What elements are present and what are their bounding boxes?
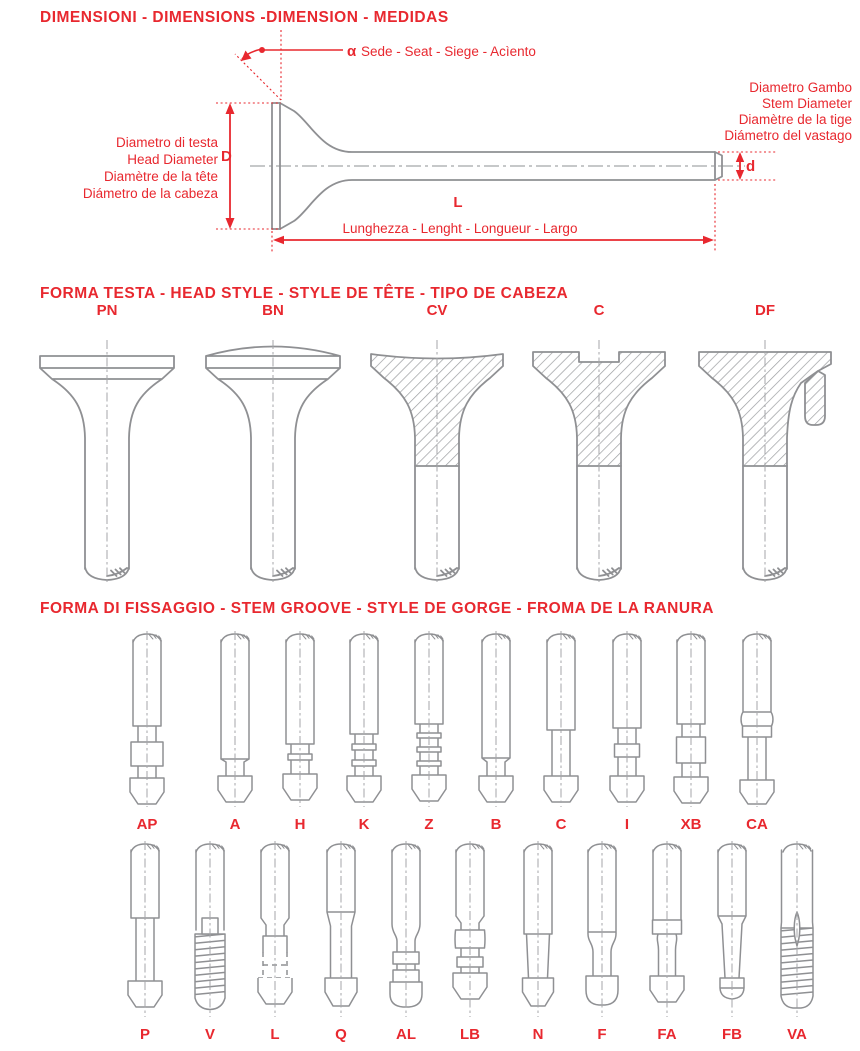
- head-style-figure-c: [519, 302, 679, 589]
- stem-groove-figure-i: [599, 630, 655, 833]
- head-style-label: C: [593, 302, 605, 319]
- valve-head-drawing: [193, 326, 353, 584]
- valve-stem-drawing: [207, 630, 263, 808]
- stem-groove-label: LB: [460, 1026, 480, 1043]
- valve-stem-drawing: [247, 840, 303, 1018]
- stem-groove-figure-al: [378, 840, 434, 1043]
- valve-stem-drawing: [533, 630, 589, 808]
- svg-text:Diamètre de la tige: Diamètre de la tige: [738, 112, 852, 127]
- head-style-figure-cv: [357, 302, 517, 589]
- svg-text:Diámetro de la cabeza: Diámetro de la cabeza: [82, 186, 218, 201]
- stem-groove-figure-z: [401, 630, 457, 833]
- stem-groove-label: A: [229, 816, 241, 833]
- valve-stem-drawing: [769, 840, 825, 1018]
- stem-groove-figure-v: [182, 840, 238, 1043]
- valve-stem-drawing: [468, 630, 524, 808]
- stem-groove-label: H: [294, 816, 306, 833]
- head-style-figure-pn: [27, 302, 187, 589]
- stem-groove-figure-xb: [663, 630, 719, 833]
- stem-groove-section-title: FORMA DI FISSAGGIO - STEM GROOVE - STYLE DE GORGE - FROMA DE LA RANURA: [40, 600, 714, 617]
- valve-stem-drawing: [729, 630, 785, 808]
- head-style-label: CV: [426, 302, 448, 319]
- stem-groove-figure-a: [207, 630, 263, 833]
- head-diameter-label: [83, 135, 232, 201]
- stem-groove-label: B: [490, 816, 502, 833]
- seat-label: Sede - Seat - Siege - Acìento: [361, 44, 536, 59]
- stem-groove-figure-va: [769, 840, 825, 1043]
- svg-text:Head Diameter: Head Diameter: [127, 152, 218, 167]
- stem-groove-label: AP: [136, 816, 158, 833]
- stem-groove-label: L: [270, 1026, 280, 1043]
- valve-stem-drawing: [313, 840, 369, 1018]
- stem-groove-figure-fb: [704, 840, 760, 1043]
- valve-stem-drawing: [510, 840, 566, 1018]
- valve-head-drawing: [519, 326, 679, 584]
- arrowheads: [226, 47, 745, 244]
- svg-text:Diametro di testa: Diametro di testa: [115, 135, 218, 150]
- valve-stem-drawing: [117, 840, 173, 1018]
- stem-groove-figure-q: [313, 840, 369, 1043]
- stem-groove-figure-n: [510, 840, 566, 1043]
- stem-groove-label: FA: [657, 1026, 677, 1043]
- stem-groove-figure-lb: [442, 840, 498, 1043]
- valve-stem-drawing: [639, 840, 695, 1018]
- stem-groove-figure-ca: [729, 630, 785, 833]
- svg-text:Diamètre de la tête: Diamètre de la tête: [103, 169, 218, 184]
- valve-head-drawing: [685, 326, 845, 584]
- head-diameter-symbol: D: [221, 148, 232, 165]
- head-style-label: BN: [262, 302, 284, 319]
- stem-groove-figure-b: [468, 630, 524, 833]
- valve-stem-drawing: [401, 630, 457, 808]
- stem-groove-figure-p: [117, 840, 173, 1043]
- dimension-lines: [216, 30, 776, 252]
- stem-groove-label: K: [358, 816, 370, 833]
- stem-groove-label: V: [204, 1026, 215, 1043]
- stem-groove-label: C: [555, 816, 567, 833]
- stem-groove-label: FB: [722, 1026, 742, 1043]
- svg-text:Diametro Gambo: Diametro Gambo: [749, 80, 852, 95]
- stem-groove-label: P: [139, 1026, 150, 1043]
- head-style-label: DF: [755, 302, 775, 319]
- valve-stem-drawing: [704, 840, 760, 1018]
- stem-groove-figure-c: [533, 630, 589, 833]
- head-style-label: PN: [96, 302, 118, 319]
- valve-stem-drawing: [574, 840, 630, 1018]
- valve-head-drawing: [27, 326, 187, 584]
- valve-stem-drawing: [119, 630, 175, 808]
- stem-groove-figure-fa: [639, 840, 695, 1043]
- svg-text:Stem Diameter: Stem Diameter: [761, 96, 852, 111]
- valve-stem-drawing: [272, 630, 328, 808]
- seat-angle-symbol: α: [347, 43, 357, 60]
- valve-dimensions-diagram: [0, 28, 860, 270]
- stem-groove-label: F: [597, 1026, 607, 1043]
- stem-diameter-symbol: d: [746, 158, 756, 175]
- head-style-figure-bn: [193, 302, 353, 589]
- stem-groove-label: Q: [335, 1026, 347, 1043]
- stem-groove-figure-k: [336, 630, 392, 833]
- stem-groove-label: I: [624, 816, 630, 833]
- valve-stem-drawing: [182, 840, 238, 1018]
- stem-groove-figure-h: [272, 630, 328, 833]
- stem-groove-label: CA: [746, 816, 768, 833]
- valve-stem-drawing: [663, 630, 719, 808]
- head-style-figure-df: [685, 302, 845, 589]
- stem-groove-figure-f: [574, 840, 630, 1043]
- svg-text:Diámetro del vastago: Diámetro del vastago: [724, 128, 852, 143]
- stem-groove-label: XB: [680, 816, 702, 833]
- head-style-section-title: FORMA TESTA - HEAD STYLE - STYLE DE TÊTE - TIPO DE CABEZA: [40, 285, 569, 302]
- stem-groove-figure-ap: [119, 630, 175, 833]
- stem-groove-figure-l: [247, 840, 303, 1043]
- stem-groove-label: AL: [396, 1026, 416, 1043]
- valve-stem-drawing: [336, 630, 392, 808]
- stem-groove-label: Z: [424, 816, 434, 833]
- valve-stem-drawing: [442, 840, 498, 1018]
- valve-stem-drawing: [599, 630, 655, 808]
- valve-stem-drawing: [378, 840, 434, 1018]
- stem-groove-label: VA: [787, 1026, 807, 1043]
- dimensions-section-title: DIMENSIONI - DIMENSIONS -DIMENSION - MEDIDAS: [40, 9, 449, 26]
- length-label: Lunghezza - Lenght - Longueur - Largo: [342, 221, 578, 236]
- stem-groove-label: N: [532, 1026, 544, 1043]
- valve-head-drawing: [357, 326, 517, 584]
- length-symbol: L: [453, 194, 463, 211]
